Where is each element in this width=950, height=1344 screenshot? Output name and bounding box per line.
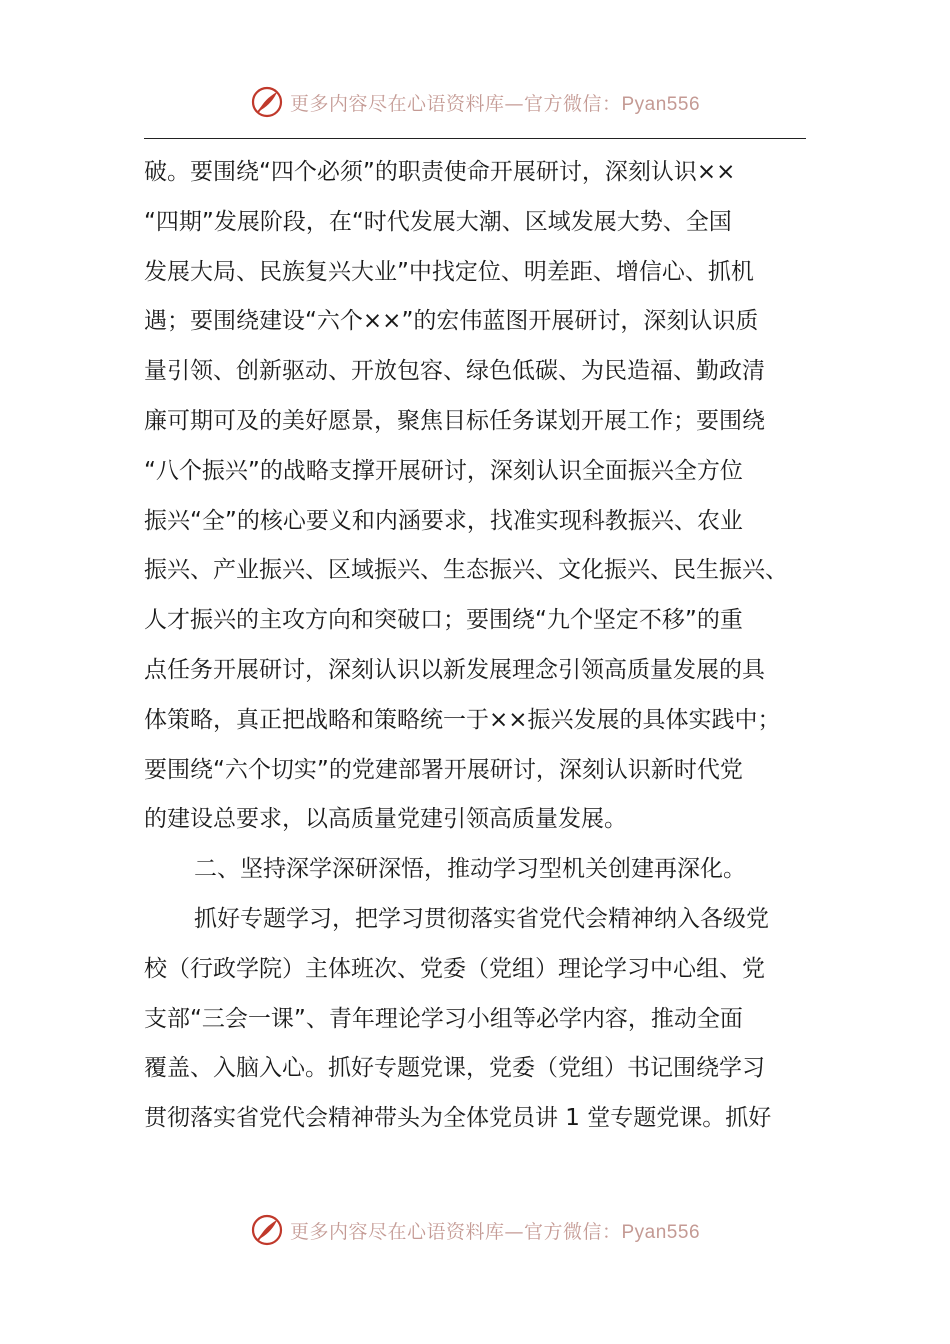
paragraph-start: 抓好专题学习，把学习贯彻落实省党代会精神纳入各级党	[194, 905, 769, 932]
text-line: 廉可期可及的美好愿景，聚焦目标任务谋划开展工作；要围绕	[144, 407, 765, 434]
text-line: 点任务开展研讨，深刻认识以新发展理念引领高质量发展的具	[144, 656, 765, 683]
footer-watermark	[0, 1208, 950, 1252]
text-line: 振兴“全”的核心要义和内涵要求，找准实现科教振兴、农业	[144, 507, 743, 534]
text-line: 遇；要围绕建设“六个××”的宏伟蓝图开展研讨，深刻认识质	[144, 308, 759, 335]
text-line: 量引领、创新驱动、开放包容、绿色低碳、为民造福、勤政清	[144, 358, 765, 385]
section-heading: 二、坚持深学深研深悟，推动学习型机关创建再深化。	[194, 856, 746, 883]
text-line: 贯彻落实省党代会精神带头为全体党员讲 1 堂专题党课。抓好	[144, 1105, 772, 1132]
text-line: “四期”发展阶段，在“时代发展大潮、区域发展大势、全国	[144, 208, 732, 235]
watermark-text: 更多内容尽在心语资料库—官方微信：Pyan556	[289, 92, 701, 115]
text-line: 发展大局、民族复兴大业”中找定位、明差距、增信心、抓机	[144, 258, 754, 285]
quill-pen-icon	[250, 1213, 284, 1247]
text-line: “八个振兴”的战略支撑开展研讨，深刻认识全面振兴全方位	[144, 457, 743, 484]
text-line: 支部“三会一课”、青年理论学习小组等必学内容，推动全面	[144, 1005, 743, 1032]
quill-pen-icon	[250, 85, 284, 119]
watermark-handle: Pyan556	[621, 93, 701, 115]
watermark-text: 更多内容尽在心语资料库—官方微信：Pyan556	[289, 1220, 701, 1243]
watermark-handle: Pyan556	[621, 1221, 701, 1243]
text-line: 覆盖、入脑入心。抓好专题党课，党委（党组）书记围绕学习	[144, 1055, 765, 1082]
text-line: 振兴、产业振兴、区域振兴、生态振兴、文化振兴、民生振兴、	[144, 557, 788, 584]
text-line: 破。要围绕“四个必须”的职责使命开展研讨，深刻认识××	[144, 159, 736, 185]
document-body	[144, 148, 814, 1144]
header-watermark	[0, 80, 950, 124]
header-divider	[144, 138, 806, 139]
text-line: 人才振兴的主攻方向和突破口；要围绕“九个坚定不移”的重	[144, 607, 743, 634]
text-line: 的建设总要求，以高质量党建引领高质量发展。	[144, 806, 627, 833]
text-line: 体策略，真正把战略和策略统一于××振兴发展的具体实践中；	[144, 706, 781, 733]
text-line: 校（行政学院）主体班次、党委（党组）理论学习中心组、党	[144, 955, 765, 982]
text-line: 要围绕“六个切实”的党建部署开展研讨，深刻认识新时代党	[144, 756, 743, 783]
